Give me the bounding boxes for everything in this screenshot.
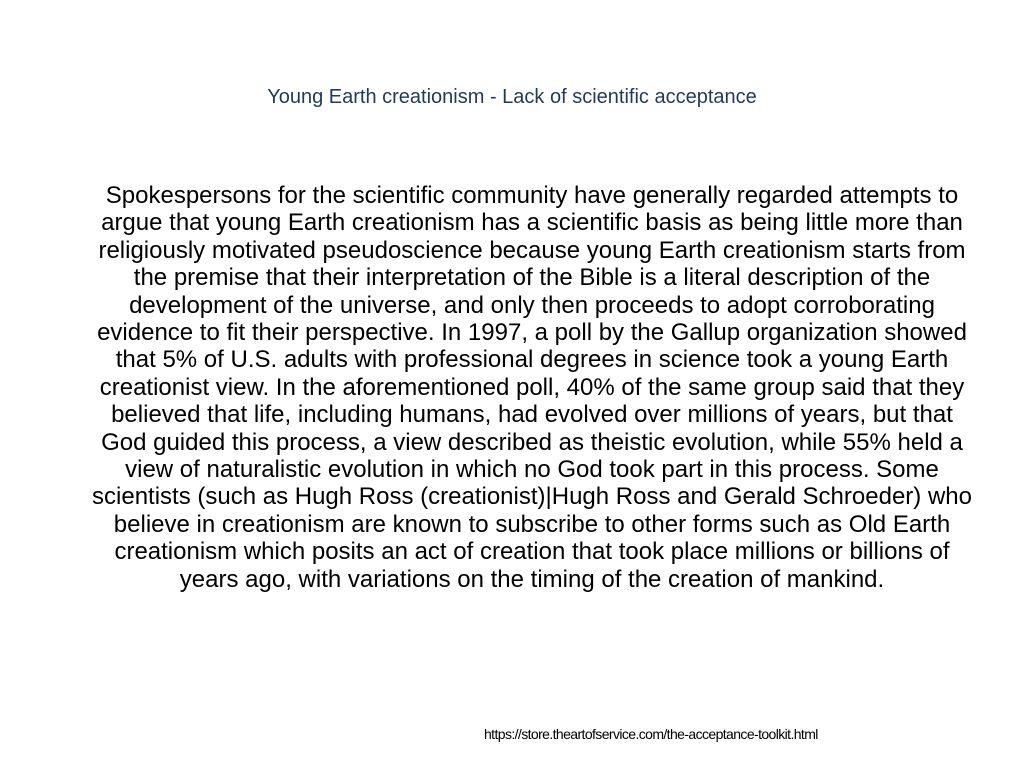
slide-title: Young Earth creationism - Lack of scientific acceptance [267,86,757,108]
footer-link[interactable]: https://store.theartofservice.com/the-acceptance-toolkit.html [484,726,818,742]
slide-body-text: Spokespersons for the scientific community have generally regarded attempts to argue that young Earth creationism has a scientific basis as being little more than religiously motivated pseudoscience because young Earth creationism starts from the premise that their interpretation of the Bible is a literal description of the development of the universe, and only then proceeds to adopt corroborating evidence to fit their perspective. In 1997, a poll by the Gallup organization showed that 5% of U.S. adults with professional degrees in science took a young Earth creationist view. In the aforementioned poll, 40% of the same group said that they believed that life, including humans, had evolved over millions of years, but that God guided this process, a view described as theistic evolution, while 55% held a view of naturalistic evolution in which no God took part in this process. Some scientists (such as Hugh Ross (creationist)|Hugh Ross and Gerald Schroeder) who believe in creationism are known to subscribe to other forms such as Old Earth creationism which posits an act of creation that took place millions or billions of years ago, with variations on the timing of the creation of mankind. [92,182,972,593]
